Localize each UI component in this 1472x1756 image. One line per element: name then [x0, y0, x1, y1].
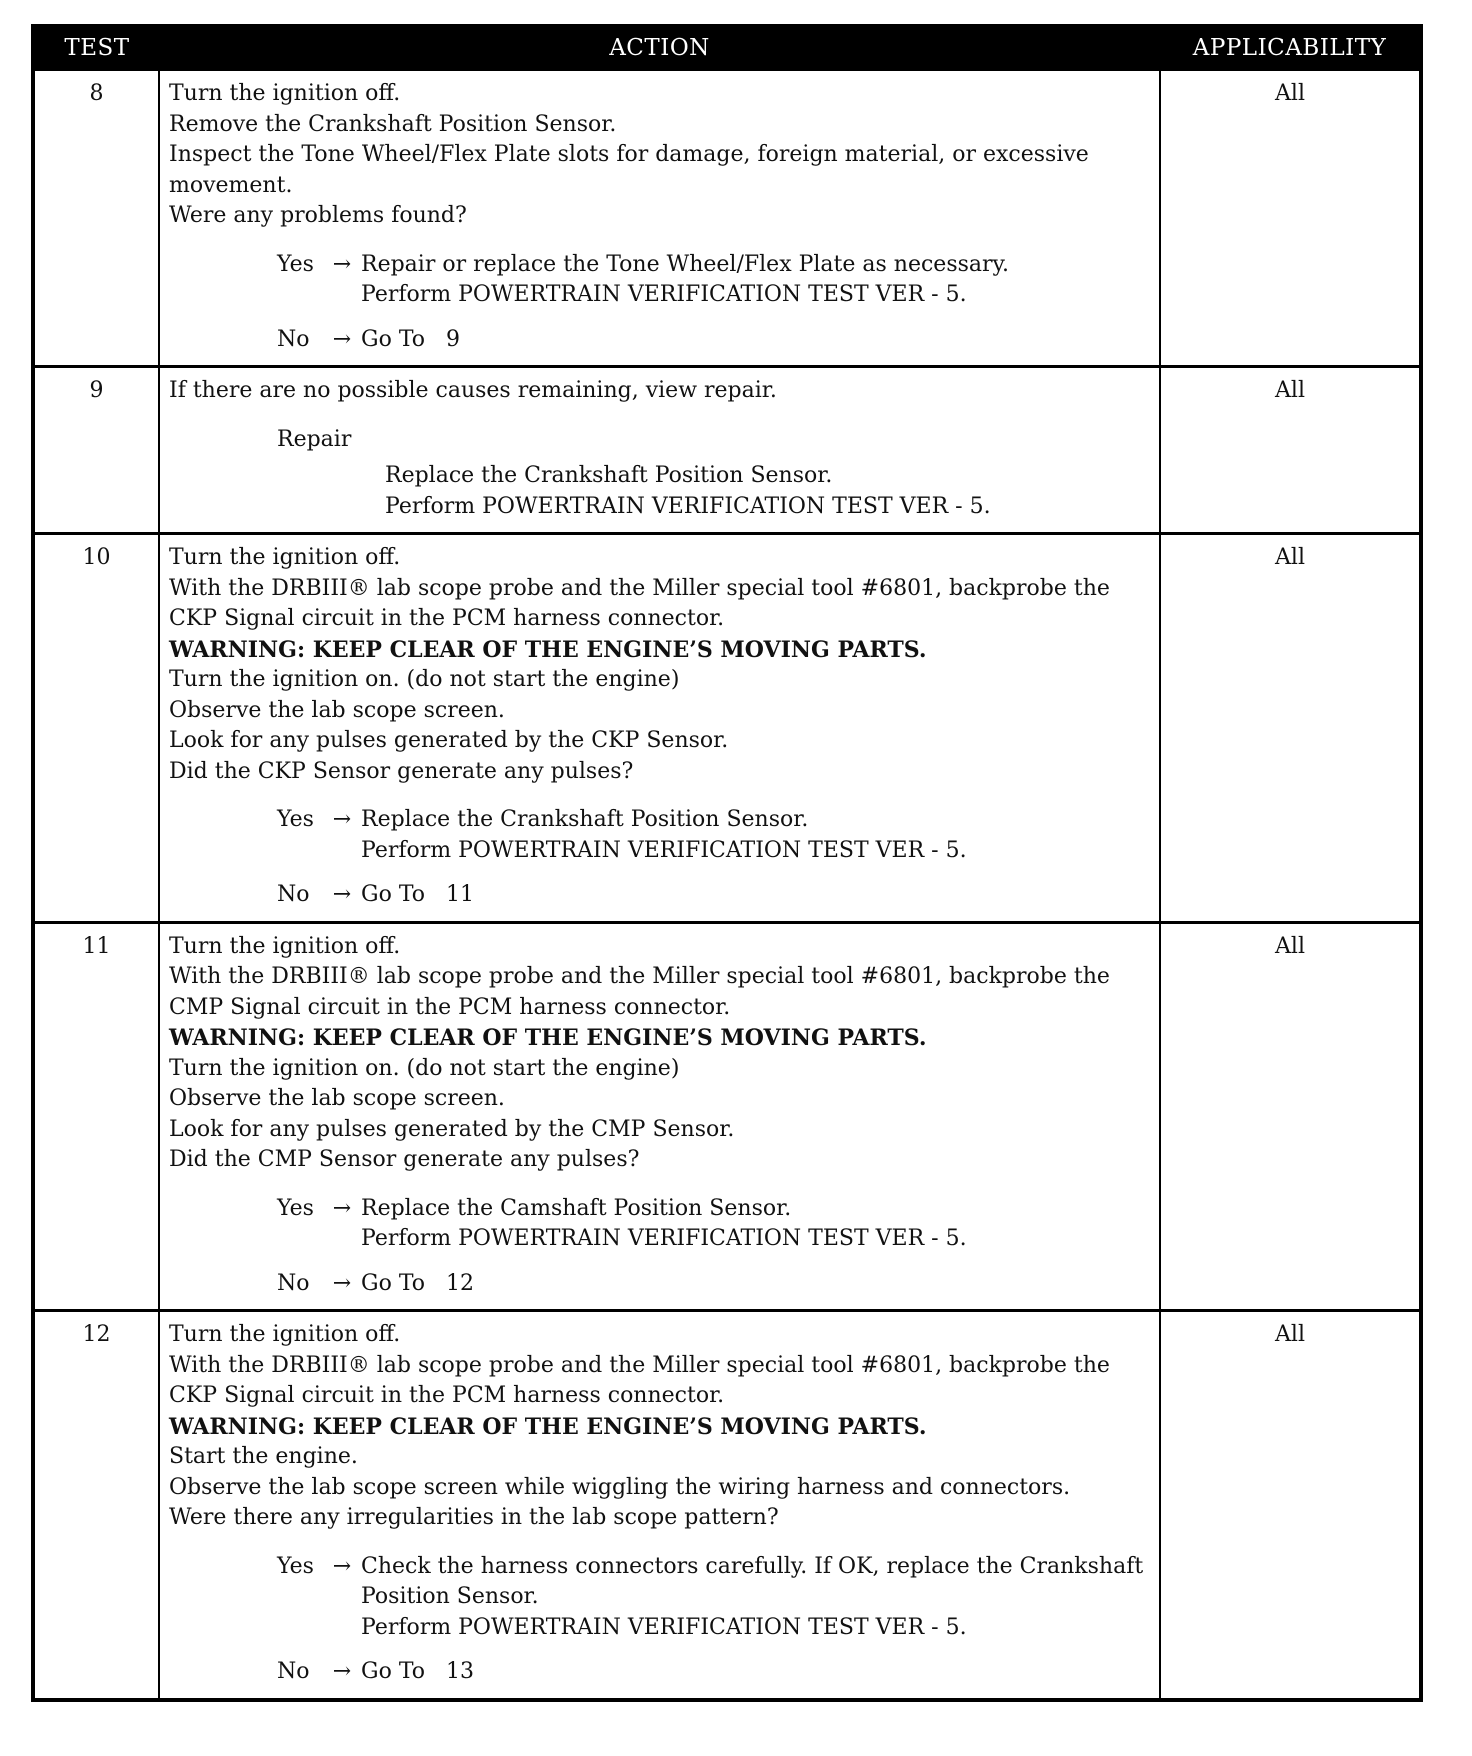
action-cell	[159, 534, 1160, 923]
action-line: With the DRBIII® lab scope probe and the Miller special tool #6801, backprobe the CKP Signal circuit in the PCM harness connector.	[169, 575, 1110, 631]
action-line: If there are no possible causes remaining, view repair.	[169, 378, 777, 403]
table-row	[33, 367, 1421, 534]
test-number: 10	[33, 534, 159, 923]
action-line: Turn the ignition on. (do not start the engine)	[169, 667, 680, 692]
test-number: 11	[33, 922, 159, 1311]
warning-text: WARNING: KEEP CLEAR OF THE ENGINE’S MOVING PARTS.	[169, 636, 927, 663]
arrow-right-icon: →	[332, 882, 352, 907]
arrow-right-icon: →	[332, 807, 352, 832]
arrow-right-icon: →	[332, 326, 352, 352]
no-outcome	[277, 1269, 1153, 1300]
arrow-right-icon: →	[332, 1553, 352, 1579]
test-number: 8	[33, 70, 159, 367]
repair-line: Perform POWERTRAIN VERIFICATION TEST VER - 5.	[385, 493, 991, 519]
yes-label: Yes	[277, 1195, 314, 1221]
yes-outcome	[277, 1552, 1153, 1644]
repair-instructions	[385, 461, 1153, 522]
action-line: Turn the ignition on. (do not start the engine)	[169, 1055, 680, 1081]
yes-line: Perform POWERTRAIN VERIFICATION TEST VER - 5.	[361, 1226, 967, 1251]
action-line: Observe the lab scope screen.	[169, 1086, 505, 1111]
header-action: ACTION	[159, 26, 1160, 70]
test-number: 9	[33, 367, 159, 534]
yes-line: Perform POWERTRAIN VERIFICATION TEST VER - 5.	[361, 1614, 967, 1640]
yes-line: Replace the Crankshaft Position Sensor.	[361, 807, 809, 832]
action-line: Did the CKP Sensor generate any pulses?	[169, 758, 634, 784]
warning-text: WARNING: KEEP CLEAR OF THE ENGINE’S MOVING PARTS.	[169, 1413, 927, 1440]
go-to-step: Go To 11	[361, 882, 474, 907]
action-line: Turn the ignition off.	[169, 81, 401, 106]
yes-line: Repair or replace the Tone Wheel/Flex Plate as necessary.	[361, 251, 1010, 277]
warning-text: WARNING: KEEP CLEAR OF THE ENGINE’S MOVING PARTS.	[169, 1025, 927, 1051]
yes-instructions	[361, 1552, 1153, 1644]
header-test: TEST	[33, 26, 159, 70]
diagnostic-test-table	[31, 24, 1423, 1702]
action-line: Were any problems found?	[169, 203, 467, 228]
table-header-row	[33, 26, 1421, 70]
table-row	[33, 70, 1421, 367]
header-applicability: APPLICABILITY	[1160, 26, 1421, 70]
arrow-right-icon: →	[332, 251, 352, 277]
arrow-right-icon: →	[332, 1270, 352, 1296]
go-to-step: Go To 13	[361, 1659, 474, 1684]
yes-label: Yes	[277, 1553, 314, 1579]
action-cell	[159, 70, 1160, 367]
yes-instructions	[361, 805, 1153, 866]
yes-instructions	[361, 250, 1153, 311]
repair-label: Repair	[277, 426, 352, 452]
yes-line: Check the harness connectors carefully. If OK, replace the Crankshaft Position Sensor.	[361, 1553, 1144, 1609]
repair-line: Replace the Crankshaft Position Sensor.	[385, 463, 833, 488]
applicability-value: All	[1160, 367, 1421, 534]
yes-line: Perform POWERTRAIN VERIFICATION TEST VER - 5.	[361, 282, 967, 307]
yes-outcome	[277, 250, 1153, 311]
action-line: Turn the ignition off.	[169, 933, 401, 959]
table-row	[33, 922, 1421, 1311]
arrow-right-icon: →	[332, 1195, 352, 1221]
no-outcome	[277, 880, 1153, 911]
no-outcome	[277, 1657, 1153, 1688]
test-number: 12	[33, 1311, 159, 1700]
applicability-value: All	[1160, 1311, 1421, 1700]
yes-outcome	[277, 805, 1153, 866]
applicability-value: All	[1160, 922, 1421, 1311]
action-line: With the DRBIII® lab scope probe and the Miller special tool #6801, backprobe the CMP Signal circuit in the PCM harness connector.	[169, 964, 1110, 1020]
applicability-value: All	[1160, 70, 1421, 367]
arrow-right-icon: →	[332, 1659, 352, 1684]
action-cell	[159, 922, 1160, 1311]
no-label: No	[277, 326, 310, 352]
no-label: No	[277, 882, 310, 907]
table-row	[33, 1311, 1421, 1700]
action-line: Look for any pulses generated by the CMP Sensor.	[169, 1116, 735, 1142]
action-line: Observe the lab scope screen.	[169, 697, 505, 723]
action-cell	[159, 1311, 1160, 1700]
no-outcome	[277, 325, 1153, 356]
yes-outcome	[277, 1194, 1153, 1255]
no-label: No	[277, 1659, 310, 1684]
yes-line: Perform POWERTRAIN VERIFICATION TEST VER - 5.	[361, 837, 967, 863]
action-line: With the DRBIII® lab scope probe and the Miller special tool #6801, backprobe the CKP Signal circuit in the PCM harness connector.	[169, 1352, 1110, 1408]
action-line: Inspect the Tone Wheel/Flex Plate slots for damage, foreign material, or excessive movement.	[169, 142, 1089, 198]
table-body	[33, 70, 1421, 1700]
yes-instructions	[361, 1194, 1153, 1255]
action-line: Start the engine.	[169, 1444, 358, 1469]
action-line: Turn the ignition off.	[169, 545, 401, 570]
yes-label: Yes	[277, 807, 314, 832]
action-line: Were there any irregularities in the lab scope pattern?	[169, 1505, 779, 1530]
go-to-step: Go To 12	[361, 1270, 474, 1296]
yes-label: Yes	[277, 251, 314, 277]
action-line: Observe the lab scope screen while wiggling the wiring harness and connectors.	[169, 1474, 1071, 1500]
applicability-value: All	[1160, 534, 1421, 923]
go-to-step: Go To 9	[361, 326, 460, 352]
repair-block	[277, 425, 1153, 523]
no-label: No	[277, 1270, 310, 1296]
action-line: Turn the ignition off.	[169, 1322, 401, 1347]
action-line: Remove the Crankshaft Position Sensor.	[169, 111, 617, 137]
action-cell	[159, 367, 1160, 534]
action-line: Look for any pulses generated by the CKP Sensor.	[169, 728, 729, 753]
yes-line: Replace the Camshaft Position Sensor.	[361, 1195, 792, 1221]
table-row	[33, 534, 1421, 923]
action-line: Did the CMP Sensor generate any pulses?	[169, 1147, 640, 1172]
